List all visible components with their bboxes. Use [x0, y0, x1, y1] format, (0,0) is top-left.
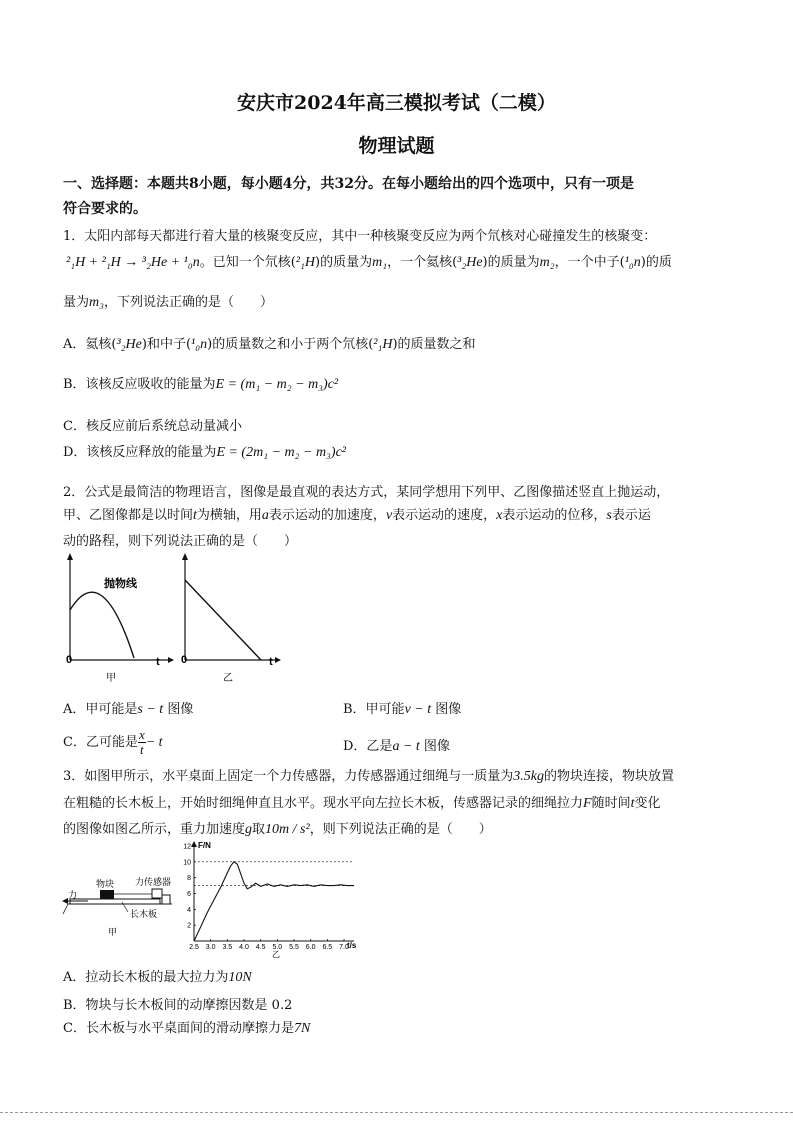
graph-jia-axis-label: t — [156, 656, 160, 668]
x-tick-label: 4.5 — [255, 944, 266, 951]
q1-option-a: A．氦核(³₂He)和中子(¹₀n)的质量数之和小于两个氘核(²₁H)的质量数之和 — [63, 337, 476, 352]
graph-jia-caption: 甲 — [106, 673, 116, 684]
graph-yi-origin: 0 — [181, 654, 188, 666]
q1-deuteron: ²₁H — [295, 255, 315, 270]
x-tick-label: 5.5 — [289, 944, 299, 951]
board-label: 长木板 — [130, 909, 158, 919]
q3-option-a: A．拉动长木板的最大拉力为10N — [63, 970, 252, 985]
graph-yi-axis-label: t — [269, 656, 273, 668]
q1-stem-line3: 量为m₃，下列说法正确的是（ ） — [63, 295, 274, 310]
chart-series-line — [194, 862, 354, 941]
y-tick-label: 10 — [183, 859, 191, 867]
table-edge — [63, 904, 68, 914]
graph-jia-y-arrow — [67, 553, 73, 560]
graph-yi-line — [185, 580, 261, 660]
q1-equation: ²₁H + ²₁H → ³₂He + ¹₀n — [66, 255, 200, 270]
chart-caption: 乙 — [272, 950, 280, 958]
q2-option-b: B．甲可能v − t 图像 — [343, 702, 462, 717]
q1-neutron: ¹₀n — [624, 255, 641, 270]
q3-stem-line1: 3．如图甲所示，水平桌面上固定一个力传感器，力传感器通过细绳与一质量为3.5kg的物块连接，物块放置 — [63, 769, 675, 784]
graph-yi-y-arrow — [182, 553, 188, 560]
chart-guides — [194, 862, 354, 886]
section-heading-line1: 一、选择题：本题共8小题，每小题4分，共32分。在每小题给出的四个选项中，只有一项是 — [63, 176, 634, 192]
graph-yi-x-arrow — [275, 657, 281, 663]
q1-stem-line2: ²₁H + ²₁H → ³₂He + ¹₀n。已知一个氘核(²₁H)的质量为m₁，一个氦核(³₂He)的质量为m₂，一个中子(¹₀n)的质 — [66, 255, 672, 270]
x-tick-label: 6.5 — [322, 944, 333, 951]
graph-jia-parabola — [70, 592, 134, 658]
q1-option-c: C．核反应前后系统总动量减小 — [63, 419, 242, 434]
section-heading-line2: 符合要求的。 — [63, 201, 147, 217]
sensor-label: 力传感器 — [135, 877, 172, 887]
q2-option-a: A．甲可能是s − t 图像 — [63, 702, 194, 717]
chart-y-label: F/N — [198, 841, 211, 850]
q1-stem-line1: 1．太阳内部每天都进行着大量的核聚变反应，其中一种核聚变反应为两个氘核对心碰撞发生的核聚变： — [63, 229, 657, 244]
sensor-mount — [162, 895, 170, 904]
q2-option-c: C．乙可能是 $\frac{x}{t}$ − t — [63, 727, 163, 757]
x-tick-label: 6.0 — [305, 944, 316, 951]
q2-stem-line1: 2．公式是最简洁的物理语言，图像是最直观的表达方式，某同学想用下列甲、乙图像描述竖直上抛运动， — [63, 485, 670, 500]
x-tick-label: 3.5 — [222, 944, 233, 951]
graph-jia — [60, 550, 180, 688]
q2-option-d: D．乙是a − t 图像 — [343, 739, 450, 754]
q3-stem-line3: 的图像如图乙所示，重力加速度g取10m / s²，则下列说法正确的是（ ） — [63, 822, 492, 837]
x-tick-label: 3.0 — [205, 944, 216, 951]
graph-yi-caption: 乙 — [223, 673, 233, 684]
x-tick-label: 2.5 — [189, 944, 199, 951]
force-sensor — [152, 889, 162, 898]
y-tick-label: 12 — [183, 843, 191, 851]
x-tick-label: 5.0 — [272, 944, 283, 951]
long-board — [70, 899, 160, 904]
q2-stem-line3: 动的路程，则下列说法正确的是（ ） — [63, 534, 298, 549]
force-label: 力 — [68, 890, 78, 900]
y-tick-label: 2 — [187, 922, 191, 930]
q3-option-c: C．长木板与水平桌面间的滑动摩擦力是7N — [63, 1021, 311, 1036]
apparatus-caption: 甲 — [108, 927, 118, 937]
block-label: 物块 — [96, 879, 115, 889]
q2-stem-line2: 甲、乙图像都是以时间t为横轴，用a表示运动的加速度，v表示运动的速度，x表示运动的位移，s表示运 — [63, 508, 651, 523]
y-tick-label: 8 — [187, 875, 191, 883]
q1-option-b: B．该核反应吸收的能量为E = (m₁ − m₂ − m₃)c² — [63, 377, 339, 392]
chart-ticks — [183, 844, 349, 952]
graph-jia-origin: 0 — [66, 654, 73, 666]
graph-yi — [175, 550, 290, 688]
q2-option-c-fraction: $\frac{x}{t}$ — [138, 727, 145, 757]
force-time-chart — [180, 838, 365, 958]
x-tick-label: 7.0 — [339, 944, 349, 951]
x-tick-label: 4.0 — [239, 944, 249, 951]
exam-title: 安庆市2024年高三模拟考试（二模） — [237, 92, 556, 114]
page-bottom-rule — [0, 1112, 793, 1113]
y-tick-label: 4 — [187, 906, 191, 914]
graph-jia-curve-label: 抛物线 — [104, 578, 137, 590]
subject-title: 物理试题 — [358, 135, 435, 157]
q3-option-b: B．物块与长木板间的动摩擦因数是 0.2 — [63, 998, 293, 1013]
q3-stem-line2: 在粗糙的长木板上，开始时细绳伸直且水平。现水平向左拉长木板，传感器记录的细绳拉力F随时间t变化 — [63, 796, 661, 811]
y-tick-label: 6 — [187, 891, 191, 898]
chart-x-label: t/s — [347, 941, 357, 950]
graph-jia-x-arrow — [168, 657, 174, 663]
apparatus-diagram — [60, 868, 185, 940]
q1-helium: ³₂He — [457, 255, 483, 270]
block — [100, 890, 114, 899]
q1-option-d: D．该核反应释放的能量为E = (2m₁ − m₂ − m₃)c² — [63, 445, 346, 460]
